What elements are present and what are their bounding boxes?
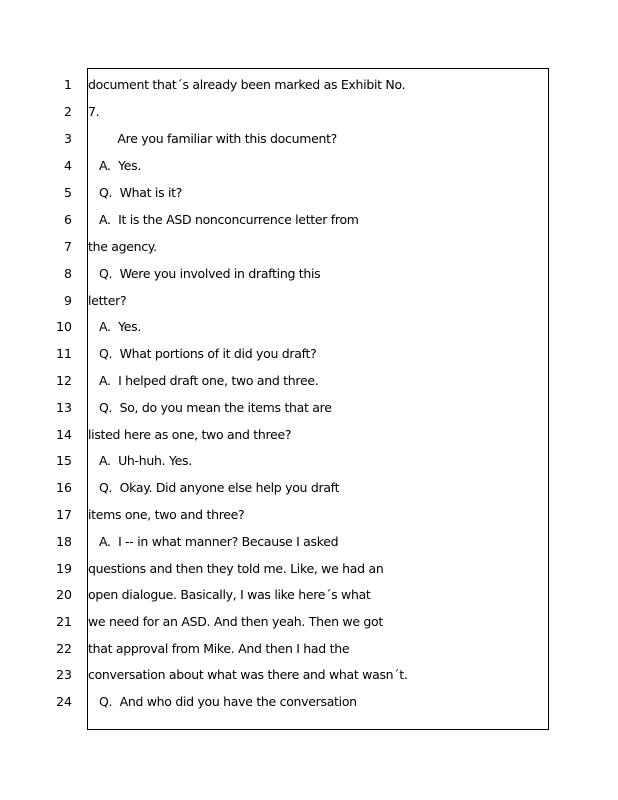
line-text: items one, two and three? — [88, 507, 245, 522]
line-number: 3 — [64, 131, 72, 146]
transcript-line — [0, 152, 618, 179]
line-number: 5 — [64, 185, 72, 200]
line-text: A. It is the ASD nonconcurrence letter from — [88, 212, 359, 227]
line-text: A. Yes. — [88, 158, 142, 173]
transcript-line — [0, 367, 618, 394]
line-text: A. Yes. — [88, 319, 142, 334]
line-number: 12 — [56, 373, 72, 388]
line-text: document that´s already been marked as Exhibit No. — [88, 77, 406, 92]
transcript-line — [0, 528, 618, 555]
line-text: A. Uh-huh. Yes. — [88, 453, 192, 468]
line-text: A. I helped draft one, two and three. — [88, 373, 319, 388]
line-number: 15 — [56, 453, 72, 468]
line-text: Q. What portions of it did you draft? — [88, 346, 317, 361]
line-text: conversation about what was there and what wasn´t. — [88, 667, 408, 682]
transcript-line — [0, 608, 618, 635]
transcript-line — [0, 179, 618, 206]
transcript-line — [0, 233, 618, 260]
line-number: 6 — [64, 212, 72, 227]
line-number: 14 — [56, 427, 72, 442]
line-number: 18 — [56, 534, 72, 549]
line-number: 23 — [56, 667, 72, 682]
line-text: Q. Were you involved in drafting this — [88, 266, 321, 281]
transcript-line — [0, 555, 618, 582]
transcript-line — [0, 287, 618, 314]
line-text: letter? — [88, 293, 127, 308]
transcript-line — [0, 340, 618, 367]
line-text: that approval from Mike. And then I had the — [88, 641, 350, 656]
line-number: 17 — [56, 507, 72, 522]
line-text: 7. — [88, 104, 100, 119]
line-number: 9 — [64, 293, 72, 308]
line-number: 16 — [56, 480, 72, 495]
line-number: 19 — [56, 561, 72, 576]
line-number: 13 — [56, 400, 72, 415]
line-text: open dialogue. Basically, I was like here´s what — [88, 587, 371, 602]
transcript-line — [0, 421, 618, 448]
transcript-line — [0, 313, 618, 340]
line-text: Are you familiar with this document? — [88, 131, 338, 146]
transcript-line — [0, 394, 618, 421]
transcript-line — [0, 581, 618, 608]
line-text: Q. Okay. Did anyone else help you draft — [88, 480, 340, 495]
transcript-line — [0, 661, 618, 688]
line-number: 8 — [64, 266, 72, 281]
transcript-line — [0, 688, 618, 715]
transcript-line — [0, 71, 618, 98]
transcript-line — [0, 447, 618, 474]
line-text: questions and then they told me. Like, we had an — [88, 561, 384, 576]
line-text: the agency. — [88, 239, 157, 254]
transcript-line — [0, 635, 618, 662]
transcript-line — [0, 260, 618, 287]
transcript-line — [0, 474, 618, 501]
line-number: 1 — [64, 77, 72, 92]
line-number: 20 — [56, 587, 72, 602]
line-number: 24 — [56, 694, 72, 709]
line-number: 2 — [64, 104, 72, 119]
line-text: Q. So, do you mean the items that are — [88, 400, 332, 415]
line-text: listed here as one, two and three? — [88, 427, 292, 442]
line-number: 22 — [56, 641, 72, 656]
line-number: 10 — [56, 319, 72, 334]
line-number: 21 — [56, 614, 72, 629]
line-text: we need for an ASD. And then yeah. Then we got — [88, 614, 383, 629]
transcript-line — [0, 206, 618, 233]
line-number: 11 — [56, 346, 72, 361]
transcript-line — [0, 501, 618, 528]
line-number: 4 — [64, 158, 72, 173]
line-text: A. I -- in what manner? Because I asked — [88, 534, 339, 549]
transcript-line — [0, 125, 618, 152]
transcript-line — [0, 98, 618, 125]
line-text: Q. And who did you have the conversation — [88, 694, 357, 709]
line-number: 7 — [64, 239, 72, 254]
line-text: Q. What is it? — [88, 185, 183, 200]
